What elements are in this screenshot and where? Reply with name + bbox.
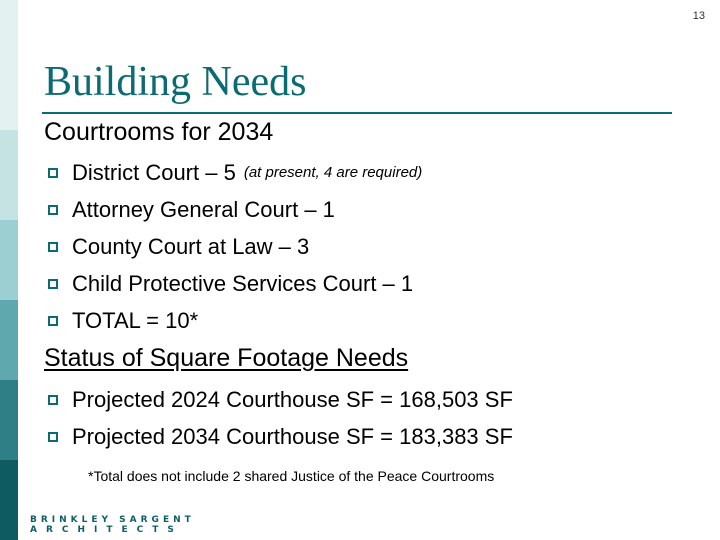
- list-item-text: District Court – 5: [72, 159, 236, 185]
- band-segment: [0, 300, 18, 380]
- list-item-text: Projected 2024 Courthouse SF = 168,503 SF: [72, 386, 513, 412]
- list-item: [44, 381, 513, 418]
- section-heading-courtrooms: Courtrooms for 2034: [44, 118, 274, 146]
- band-segment: [0, 130, 18, 220]
- band-segment: [0, 220, 18, 300]
- section-heading-square-footage: Status of Square Footage Needs: [44, 344, 409, 372]
- list-item: [44, 191, 422, 228]
- list-item: [44, 265, 422, 302]
- list-item: [44, 302, 422, 339]
- list-item-text: Child Protective Services Court – 1: [72, 270, 414, 296]
- band-segment: [0, 380, 18, 460]
- square-footage-list: [44, 381, 513, 455]
- courtroom-list: [44, 154, 422, 339]
- band-segment: [0, 0, 18, 130]
- hollow-square-bullet-icon: [48, 432, 58, 442]
- title-divider: [42, 112, 672, 114]
- page-number: 13: [692, 10, 705, 22]
- logo-line-1: BRINKLEY SARGENT: [30, 515, 195, 525]
- firm-logo: [30, 515, 195, 535]
- hollow-square-bullet-icon: [48, 279, 58, 289]
- band-segment: [0, 460, 18, 540]
- list-item: [44, 154, 422, 191]
- footnote: *Total does not include 2 shared Justice of the Peace Courtrooms: [88, 468, 495, 484]
- hollow-square-bullet-icon: [48, 242, 58, 252]
- list-item: [44, 418, 513, 455]
- list-item-text: County Court at Law – 3: [72, 233, 310, 259]
- hollow-square-bullet-icon: [48, 205, 58, 215]
- logo-line-2: ARCHITECTS: [30, 525, 183, 535]
- slide-title: Building Needs: [44, 59, 307, 105]
- list-item-text: TOTAL = 10*: [72, 307, 199, 333]
- list-item-text: Attorney General Court – 1: [72, 196, 335, 222]
- list-item: [44, 228, 422, 265]
- list-item-text: Projected 2034 Courthouse SF = 183,383 SF: [72, 423, 513, 449]
- hollow-square-bullet-icon: [48, 168, 58, 178]
- hollow-square-bullet-icon: [48, 316, 58, 326]
- hollow-square-bullet-icon: [48, 395, 58, 405]
- list-item-note: (at present, 4 are required): [243, 164, 423, 181]
